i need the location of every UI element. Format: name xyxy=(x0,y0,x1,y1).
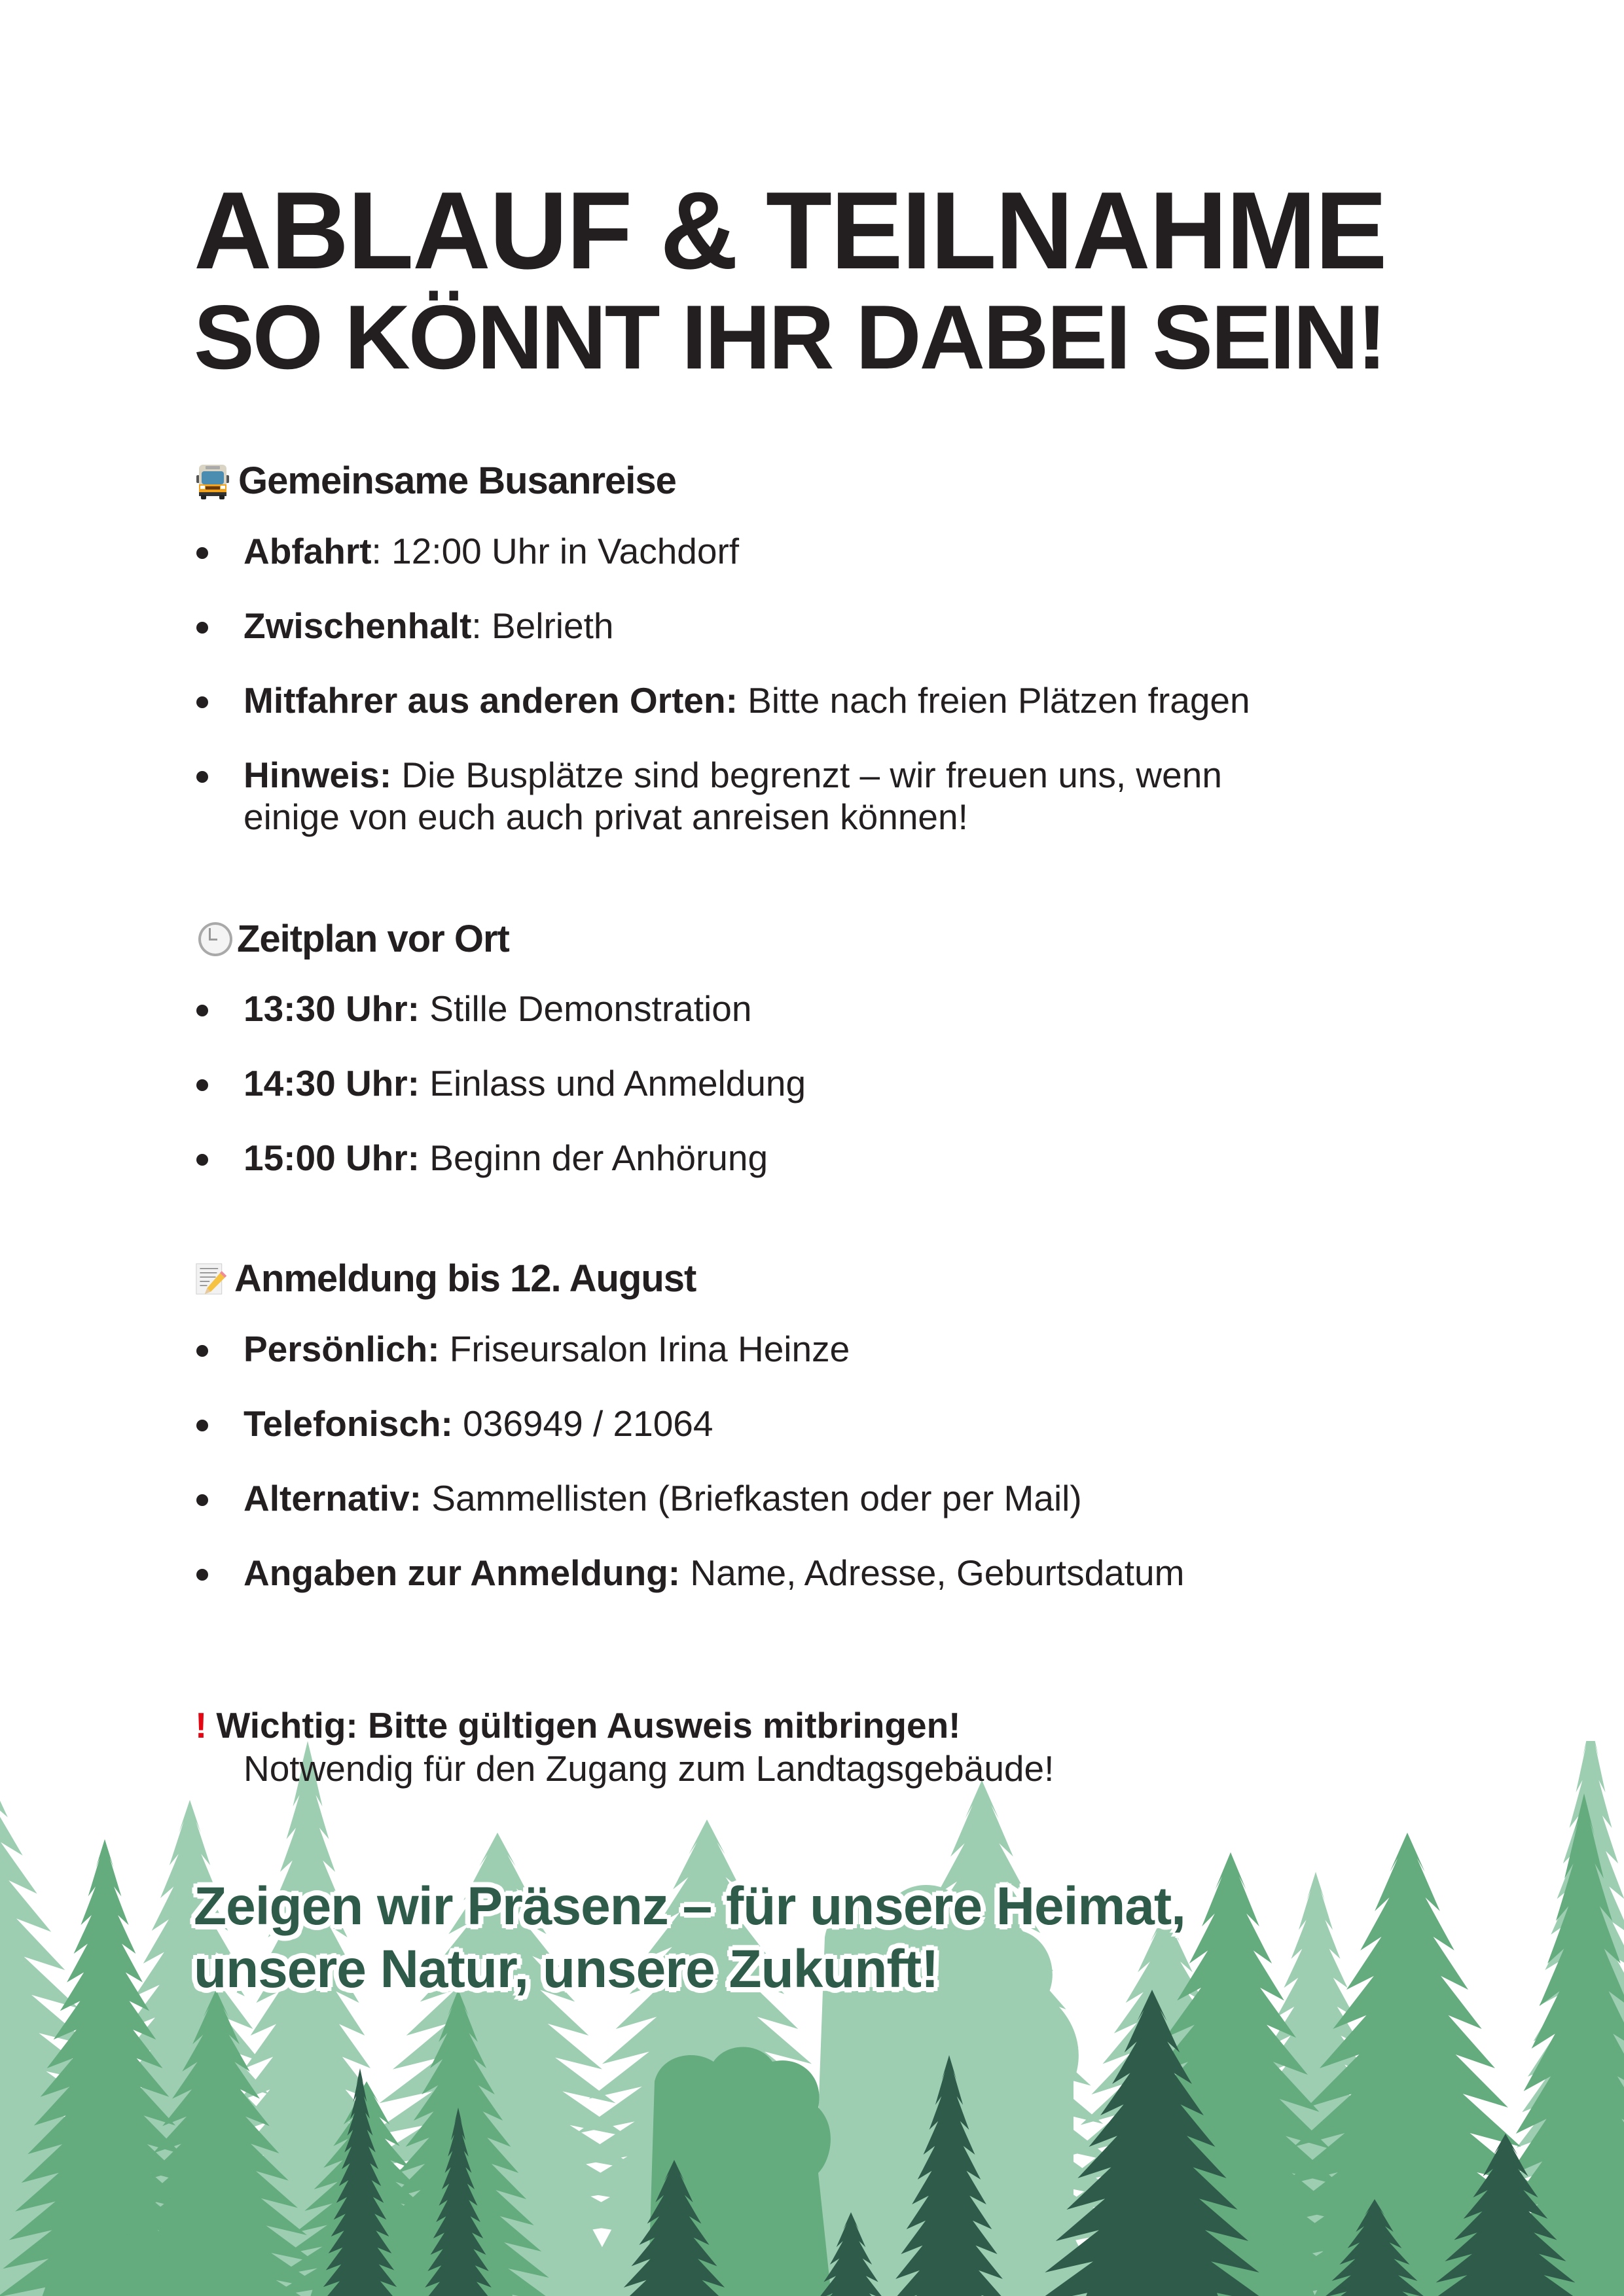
item-label: Hinweis: xyxy=(244,755,392,795)
item-text: 12:00 Uhr in Vachdorf xyxy=(381,531,740,571)
item-separator: : xyxy=(471,605,482,646)
exclamation-icon: ! xyxy=(195,1705,208,1746)
item-text: Stille Demonstration xyxy=(419,988,752,1029)
bullet xyxy=(196,1420,208,1431)
slogan-line-1: Zeigen wir Präsenz – für unsere Heimat, xyxy=(194,1876,1185,1936)
bus-icon xyxy=(195,462,230,500)
item-text: Die Busplätze sind begrenzt – wir freuen uns, wenn xyxy=(391,755,1222,795)
item-label: Mitfahrer aus anderen Orten: xyxy=(244,680,738,721)
section-heading-text: Zeitplan vor Ort xyxy=(237,918,509,960)
item-label: Persönlich: xyxy=(244,1329,440,1369)
item-text: Belrieth xyxy=(481,605,614,646)
item-text: Beginn der Anhörung xyxy=(419,1138,768,1178)
section-heading-text: Gemeinsame Busanreise xyxy=(238,459,676,502)
section-heading-bus xyxy=(195,459,676,502)
bullet xyxy=(196,1494,208,1506)
bullet xyxy=(196,771,208,783)
item-label: Telefonisch: xyxy=(244,1403,453,1444)
bullet xyxy=(196,547,208,559)
item-label: 15:00 Uhr: xyxy=(244,1138,420,1178)
item-text: Bitte nach freien Plätzen fragen xyxy=(737,680,1250,721)
clock-icon xyxy=(195,920,233,958)
item-text: Einlass und Anmeldung xyxy=(419,1063,806,1103)
item-text-continued: einige von euch auch privat anreisen können! xyxy=(244,797,968,837)
bullet xyxy=(196,1005,208,1016)
item-separator: : xyxy=(371,531,382,571)
notice-detail: Notwendig für den Zugang zum Landtagsgebäude! xyxy=(244,1748,1055,1789)
bullet xyxy=(196,1569,208,1581)
item-text: 036949 / 21064 xyxy=(452,1403,713,1444)
item-label: Abfahrt xyxy=(244,531,372,571)
bullet xyxy=(196,696,208,708)
item-label: Zwischenhalt xyxy=(244,605,472,646)
memo-icon xyxy=(195,1260,228,1298)
bullet xyxy=(196,1345,208,1357)
item-label: 14:30 Uhr: xyxy=(244,1063,420,1103)
item-label: Alternativ: xyxy=(244,1478,422,1518)
item-text: Friseursalon Irina Heinze xyxy=(439,1329,850,1369)
bullet xyxy=(196,1154,208,1166)
section-heading-text: Anmeldung bis 12. August xyxy=(234,1257,696,1300)
item-text: Sammellisten (Briefkasten oder per Mail) xyxy=(422,1478,1082,1518)
notice-headline: Wichtig: Bitte gültigen Ausweis mitbringen! xyxy=(216,1705,961,1746)
bullet xyxy=(196,622,208,634)
item-label: Angaben zur Anmeldung: xyxy=(244,1552,681,1593)
item-text: Name, Adresse, Geburtsdatum xyxy=(680,1552,1185,1593)
slogan-line-2: unsere Natur, unsere Zukunft! xyxy=(194,1939,939,1999)
forest-illustration xyxy=(0,1741,1624,2296)
page-title: ABLAUF & TEILNAHME xyxy=(194,169,1386,292)
important-notice xyxy=(195,1704,961,1746)
section-heading-registration xyxy=(195,1257,696,1300)
page-subtitle: SO KÖNNT IHR DABEI SEIN! xyxy=(194,287,1386,388)
section-heading-schedule xyxy=(195,920,509,958)
bullet xyxy=(196,1079,208,1091)
item-label: 13:30 Uhr: xyxy=(244,988,420,1029)
